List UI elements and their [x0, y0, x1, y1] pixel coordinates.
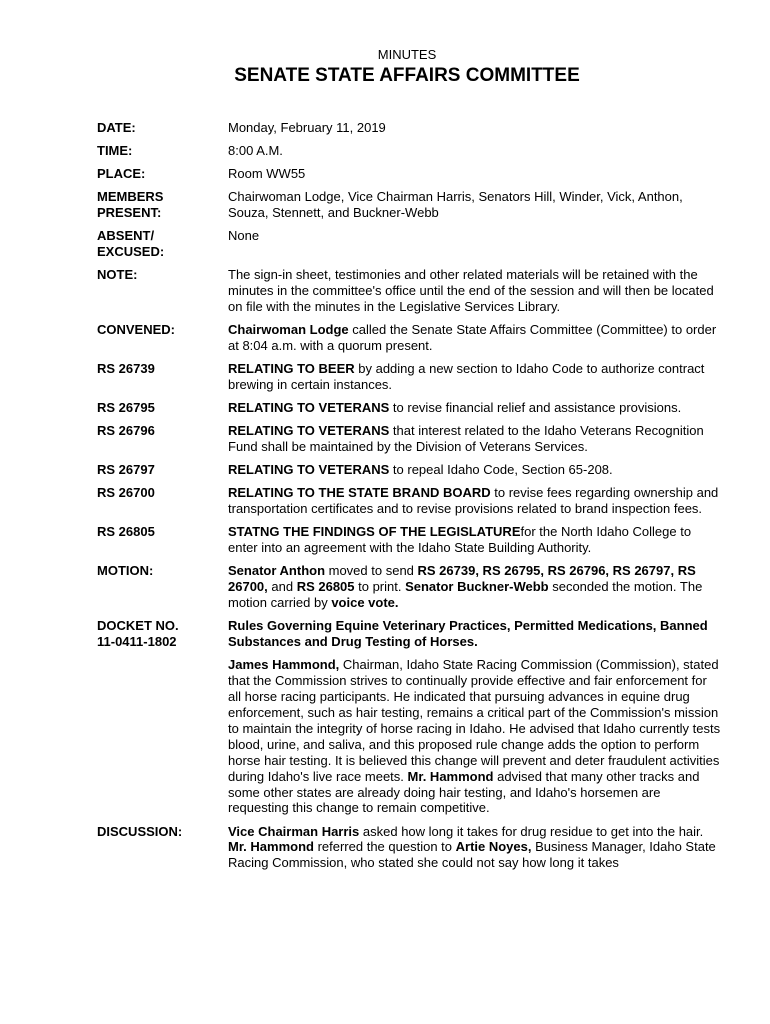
- rs-description: [228, 400, 722, 416]
- motion-text-part: moved to send: [325, 563, 418, 579]
- motion-text-part: seconded the motion. The motion carried by: [228, 579, 703, 611]
- place-value: Room WW55: [228, 166, 306, 182]
- note-label: NOTE:: [97, 267, 138, 283]
- testimony-text: Chairman, Idaho State Racing Commission (Commission), stated that the Commission strives to continually provide effective and fair enforcement for all horse racing participants. He indicated that pursuing advances in equine drug enforcement, such as hair testing, remains a critical part of the Commission's mission to maintain the integrity of horse racing in Idaho. He advised that Idaho currently tests blood, urine, and saliva, and this proposed rule change adds the option to perform horse hair testing. It is believed this change will prevent and deter fraudulent activities during Idaho's live race meets.: [228, 657, 721, 784]
- docket-label: [97, 618, 228, 816]
- speaker-short-name: Mr. Hammond: [407, 768, 494, 784]
- motion-text-part: to print.: [354, 579, 406, 595]
- rs-label: RS 26796: [97, 423, 155, 439]
- place-label: PLACE:: [97, 166, 146, 182]
- committee-title: SENATE STATE AFFAIRS COMMITTEE: [234, 65, 580, 86]
- time-label: TIME:: [97, 143, 133, 159]
- minutes-body: [97, 120, 722, 878]
- discussion-name-3: Artie Noyes,: [455, 839, 532, 855]
- speaker-name: James Hammond,: [228, 657, 340, 673]
- convened-value: [228, 322, 722, 354]
- discussion-text-part: asked how long it takes for drug residue to get into the hair.: [359, 823, 704, 839]
- rs-item-row: [97, 462, 722, 478]
- rs-text: for the North Idaho College to enter into an agreement with the Idaho State Building Authority.: [228, 524, 692, 556]
- rs-item-row: [97, 423, 722, 455]
- absent-value: None: [228, 228, 260, 244]
- members-present-label: [97, 189, 228, 221]
- date-row: [97, 120, 722, 136]
- rs-title: RELATING TO VETERANS: [228, 462, 390, 478]
- rs-label: RS 26797: [97, 462, 155, 478]
- discussion-text: [228, 824, 722, 872]
- date-label: DATE:: [97, 120, 136, 135]
- rs-label: RS 26795: [97, 400, 155, 416]
- discussion-label: DISCUSSION:: [97, 823, 183, 839]
- rs-description: [228, 462, 722, 478]
- motion-vote: voice vote.: [331, 595, 399, 611]
- docket-title: Rules Governing Equine Veterinary Practices, Permitted Medications, Banned Substances and Drug Testing of Horses.: [228, 618, 708, 650]
- convened-text: called the Senate State Affairs Committee (Committee) to order at 8:04 a.m. with a quorum present.: [228, 322, 717, 354]
- motion-row: [97, 563, 722, 611]
- discussion-name-2: Mr. Hammond: [228, 839, 314, 855]
- docket-content: [228, 618, 722, 816]
- time-value: 8:00 A.M.: [228, 143, 283, 159]
- rs-description: [228, 361, 722, 393]
- motion-text: [228, 563, 722, 611]
- rs-text: to revise financial relief and assistance provisions.: [389, 400, 682, 416]
- place-row: [97, 166, 722, 182]
- rs-description: [228, 524, 722, 556]
- absent-label-line1: ABSENT/: [97, 228, 155, 244]
- absent-label-line2: EXCUSED:: [97, 244, 165, 260]
- rs-title: RELATING TO BEER: [228, 361, 355, 377]
- rs-item-row: [97, 524, 722, 556]
- rs-description: [228, 485, 722, 517]
- note-value: The sign-in sheet, testimonies and other related materials will be retained with the minutes in the committee's office until the end of the session and will then be located on file with the minutes in the Legislative Services Library.: [228, 267, 714, 315]
- motion-text-part: and: [267, 579, 297, 595]
- rs-item-row: [97, 400, 722, 416]
- rs-text: to revise fees regarding ownership and transportation certificates and to revise provisions related to brand inspection fees.: [228, 485, 719, 517]
- rs-description: [228, 423, 722, 455]
- docket-testimony: [228, 657, 722, 816]
- rs-title: RELATING TO VETERANS: [228, 423, 390, 439]
- note-row: [97, 267, 722, 315]
- docket-number: 11-0411-1802: [97, 634, 177, 650]
- discussion-row: [97, 824, 722, 872]
- rs-label: RS 26805: [97, 524, 155, 540]
- date-value: Monday, February 11, 2019: [228, 120, 386, 135]
- rs-label: RS 26739: [97, 361, 155, 377]
- testimony-text: advised that many other tracks and some other states are already doing hair testing, and Idaho's horsemen are requesting this change to remain competitive.: [228, 768, 700, 816]
- convened-label: CONVENED:: [97, 322, 176, 338]
- chair-name: Chairwoman Lodge: [228, 322, 349, 338]
- motion-bills: RS 26739, RS 26795, RS 26796, RS 26797, RS 26700,: [228, 563, 696, 595]
- members-label-line2: PRESENT:: [97, 205, 162, 221]
- discussion-text-part: Business Manager, Idaho State Racing Commission, who stated she could not say how long it takes: [228, 839, 716, 871]
- rs-text: by adding a new section to Idaho Code to authorize contract brewing in certain instances.: [228, 361, 705, 393]
- members-present-row: [97, 189, 722, 221]
- motion-last-bill: RS 26805: [296, 579, 355, 595]
- rs-title: STATNG THE FINDINGS OF THE LEGISLATURE: [228, 524, 521, 540]
- absent-row: [97, 228, 722, 260]
- docket-label-line1: DOCKET NO.: [97, 618, 179, 634]
- convened-row: [97, 322, 722, 354]
- document-type: MINUTES: [377, 47, 437, 62]
- rs-text: to repeal Idaho Code, Section 65-208.: [389, 462, 613, 478]
- time-row: [97, 143, 722, 159]
- rs-title: RELATING TO VETERANS: [228, 400, 390, 416]
- discussion-text-part: referred the question to: [313, 839, 456, 855]
- motion-seconder: Senator Buckner-Webb: [405, 579, 549, 595]
- absent-label: [97, 228, 228, 260]
- members-label-line1: MEMBERS: [97, 189, 164, 205]
- motion-label: MOTION:: [97, 563, 154, 579]
- rs-title: RELATING TO THE STATE BRAND BOARD: [228, 485, 491, 501]
- rs-item-row: [97, 361, 722, 393]
- motion-mover: Senator Anthon: [228, 563, 326, 579]
- rs-text: that interest related to the Idaho Veterans Recognition Fund shall be maintained by the Division of Veterans Services.: [228, 423, 704, 455]
- members-present-value: Chairwoman Lodge, Vice Chairman Harris, Senators Hill, Winder, Vick, Anthon, Souza, Stennett, and Buckner-Webb: [228, 189, 683, 221]
- rs-label: RS 26700: [97, 485, 155, 501]
- discussion-name-1: Vice Chairman Harris: [228, 823, 360, 839]
- rs-item-row: [97, 485, 722, 517]
- docket-row: [97, 618, 722, 816]
